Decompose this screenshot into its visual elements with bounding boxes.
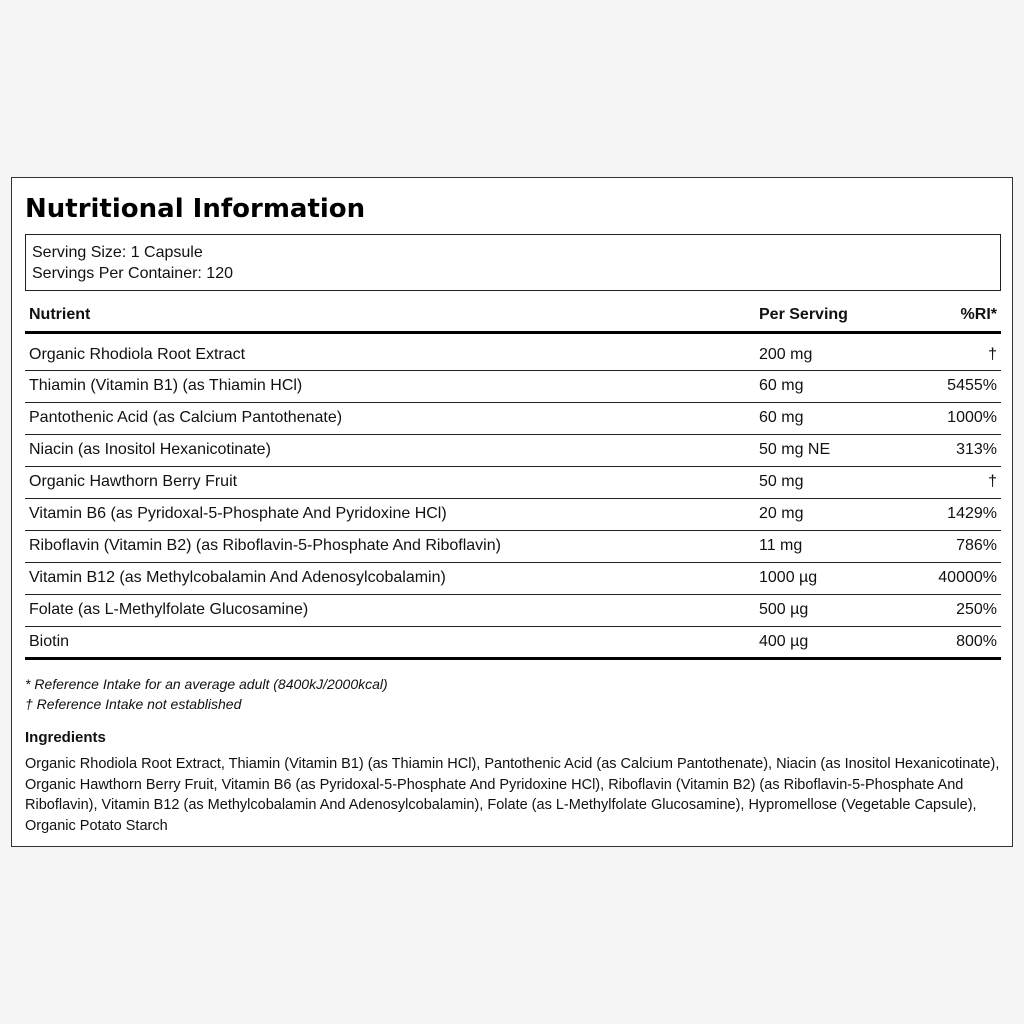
nutrient-name: Riboflavin (Vitamin B2) (as Riboflavin-5-Phosphate And Riboflavin): [25, 530, 755, 562]
header-per-serving: Per Serving: [755, 300, 915, 332]
table-row: [25, 594, 1001, 626]
ri-percent: †: [915, 466, 1001, 498]
serving-size: Serving Size: 1 Capsule: [32, 244, 203, 261]
nutrient-name: Vitamin B6 (as Pyridoxal-5-Phosphate And Pyridoxine HCl): [25, 498, 755, 530]
nutrient-table: [25, 300, 1001, 660]
ri-percent: 1000%: [915, 402, 1001, 434]
serving-info: [25, 234, 1001, 291]
footnote-not-established: † Reference Intake not established: [25, 696, 242, 712]
ri-percent: 40000%: [915, 562, 1001, 594]
ri-percent: 313%: [915, 434, 1001, 466]
per-serving-amount: 60 mg: [755, 370, 915, 402]
table-row: [25, 370, 1001, 402]
per-serving-amount: 500 µg: [755, 594, 915, 626]
per-serving-amount: 60 mg: [755, 402, 915, 434]
nutrient-name: Thiamin (Vitamin B1) (as Thiamin HCl): [25, 370, 755, 402]
ingredients-text: Organic Rhodiola Root Extract, Thiamin (Vitamin B1) (as Thiamin HCl), Pantothenic Acid (as Calcium Pantothenate), Niacin (as Inositol Hexanicotinate), Organic Hawthorn Berry Fruit, Vitamin B6 (as Pyridoxal-5-Phosphate And Pyridoxine HCl), Riboflavin (Vitamin B2) (as Riboflavin-5-Phosphate And Riboflavin), Vitamin B12 (as Methylcobalamin And Adenosylcobalamin), Folate (as L-Methylfolate Glucosamine), Hypromellose (Vegetable Capsule), Organic Potato Starch: [25, 756, 1000, 834]
footnote-reference-intake: * Reference Intake for an average adult (8400kJ/2000kcal): [25, 676, 388, 692]
header-nutrient: Nutrient: [25, 300, 755, 332]
table-row: [25, 626, 1001, 658]
ri-percent: 786%: [915, 530, 1001, 562]
table-row: [25, 466, 1001, 498]
table-row: [25, 562, 1001, 594]
per-serving-amount: 200 mg: [755, 332, 915, 370]
table-row: [25, 434, 1001, 466]
header-ri: %RI*: [915, 300, 1001, 332]
ri-percent: 5455%: [915, 370, 1001, 402]
per-serving-amount: 11 mg: [755, 530, 915, 562]
per-serving-amount: 1000 µg: [755, 562, 915, 594]
table-row: [25, 402, 1001, 434]
nutrient-name: Folate (as L-Methylfolate Glucosamine): [25, 594, 755, 626]
nutrient-name: Vitamin B12 (as Methylcobalamin And Adenosylcobalamin): [25, 562, 755, 594]
nutrient-name: Biotin: [25, 626, 755, 658]
ri-percent: 800%: [915, 626, 1001, 658]
nutrient-name: Niacin (as Inositol Hexanicotinate): [25, 434, 755, 466]
ri-percent: †: [915, 332, 1001, 370]
page-title: Nutritional Information: [25, 194, 366, 224]
ri-percent: 1429%: [915, 498, 1001, 530]
per-serving-amount: 50 mg NE: [755, 434, 915, 466]
ingredients-heading: Ingredients: [25, 729, 106, 746]
per-serving-amount: 50 mg: [755, 466, 915, 498]
per-serving-amount: 20 mg: [755, 498, 915, 530]
footnotes: [25, 674, 388, 714]
ri-percent: 250%: [915, 594, 1001, 626]
table-header-row: [25, 300, 1001, 332]
nutrient-name: Pantothenic Acid (as Calcium Pantothenate): [25, 402, 755, 434]
servings-per-container: Servings Per Container: 120: [32, 265, 233, 282]
per-serving-amount: 400 µg: [755, 626, 915, 658]
nutrient-name: Organic Rhodiola Root Extract: [25, 332, 755, 370]
nutrient-name: Organic Hawthorn Berry Fruit: [25, 466, 755, 498]
table-row: [25, 332, 1001, 370]
table-row: [25, 498, 1001, 530]
table-row: [25, 530, 1001, 562]
nutrition-panel: [11, 177, 1013, 847]
